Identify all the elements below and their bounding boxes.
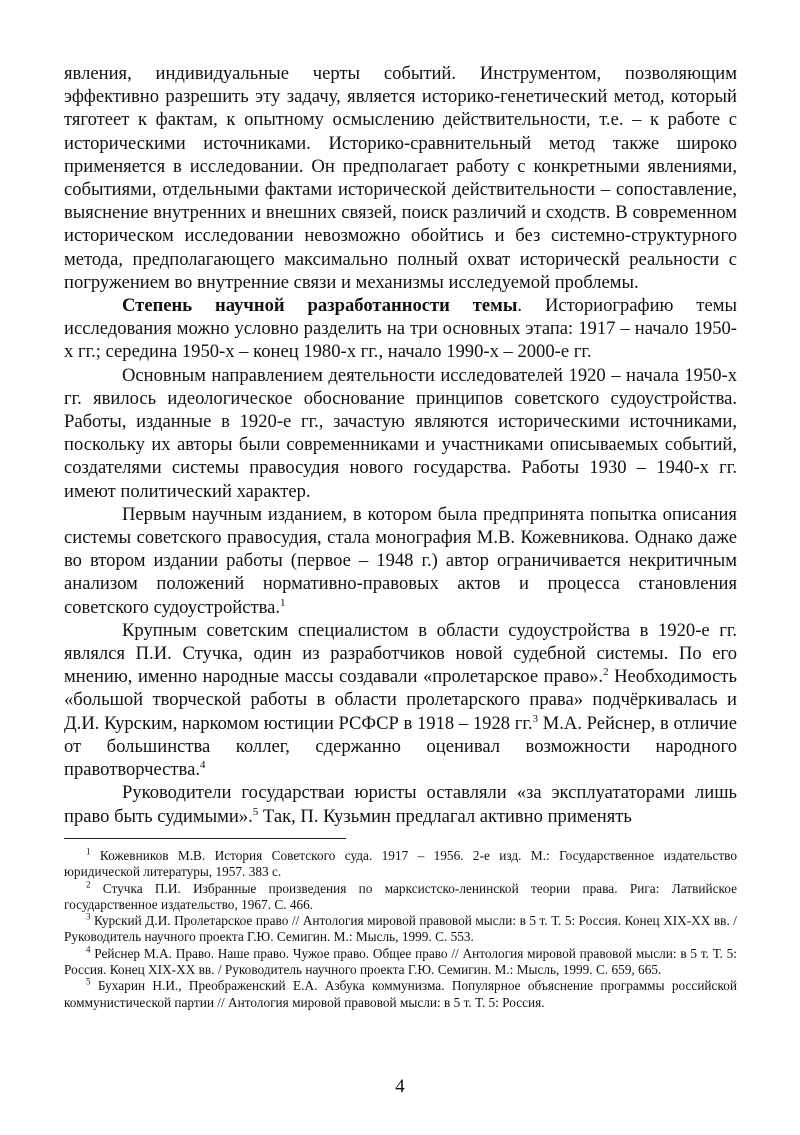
footnote-text: Рейснер М.А. Право. Наше право. Чужое право. Общее право // Антология мировой правовой мысли: в 5 т. Т. 5: Россия. Конец XIX-XX вв. / Руководитель научного проекта Г.Ю. Семигин. М.: Мысль, 1999. С. 659, 665.: [64, 945, 737, 978]
footnote-ref-3[interactable]: 3: [532, 712, 539, 725]
page-body: [64, 62, 737, 828]
footnote-5: [64, 978, 737, 1011]
footnote-separator: [64, 838, 346, 839]
paragraph-leaders: [64, 781, 737, 827]
footnote-ref-2[interactable]: 2: [603, 666, 609, 679]
footnote-number: 4: [86, 944, 91, 955]
footnote-text: Стучка П.И. Избранные произведения по марксистско-ленинской теории права. Рига: Латвийское государственное издательство, 1967. С. 466.: [64, 880, 737, 912]
footnote-number: 1: [86, 846, 91, 857]
footnote-4: [64, 946, 737, 979]
footnote-3: [64, 913, 737, 946]
paragraph-early-period: Основным направлением деятельности исследователей 1920 – начала 1950-х гг. явилось идеологическое обоснование принципов советского судоустройства. Работы, изданные в 1920-е гг., зачастую являются историческими источниками, поскольку их авторы были современниками и участниками описываемых событий, создателями системы правосудия нового государства. Работы 1930 – 1940-х гг. имеют политический характер.: [64, 364, 737, 502]
footnote-ref-4[interactable]: 4: [200, 758, 206, 771]
paragraph-methods: явления, индивидуальные черты событий. Инструментом, позволяющим эффективно разрешить эту задачу, является историко-генетический метод, который тяготеет к фактам, к опытному осмыслению действительности, т.е. – к работе с историческими источниками. Историко-сравнительный метод также широко применяется в исследовании. Он предполагает работу с конкретными явлениями, событиями, отдельными фактами исторической действительности – сопоставление, выяснение внутренних и внешних связей, поиск различий и сходств. В современном историческом исследовании невозможно обойтись и без системно-структурного метода, предполагающего максимально полный охват историческй реальности с погружением во внутренние связи и механизмы исследуемой проблемы.: [64, 63, 737, 293]
paragraph-leaders-text-a: Руководители государстваи юристы оставляли «за эксплуататорами лишь право быть судимыми».: [64, 782, 737, 827]
footnote-text: Кожевников М.В. История Советского суда. 1917 – 1956. 2-е изд. М.: Государственное издательство юридической литературы, 1957. 383 с.: [64, 848, 737, 880]
paragraph-historiography-text: . Историографию темы исследования можно условно разделить на три основных этапа: 1917 – начало 1950-х гг.; середина 1950-х – конец 1980-х гг., начало 1990-х – 2000-е гг.: [64, 295, 738, 363]
footnote-number: 3: [86, 911, 91, 922]
footnote-1: [64, 848, 737, 881]
paragraph-stuchka-text-a: Крупным советским специалистом в области судоустройства в 1920-е гг. являлся П.И. Стучка, один из разработчиков новой судебной системы. По его мнению, именно народные массы создавали «пролетарское право».: [64, 619, 737, 688]
footnote-2: [64, 881, 737, 914]
paragraph-stuchka: [64, 619, 737, 781]
page-number: 4: [395, 1076, 405, 1097]
footnote-text: Курский Д.И. Пролетарское право // Антология мировой правовой мысли: в 5 т. Т. 5: Россия. Конец XIX-XX вв. / Руководитель научного проекта Г.Ю. Семигин. М.: Мысль, 1999. С. 553.: [64, 913, 737, 945]
paragraph-kozhevnikov-text: Первым научным изданием, в котором была предпринята попытка описания системы советского правосудия, стала монография М.В. Кожевникова. Однако даже во втором издании работы (первое – 1948 г.) автор ограничивается некритичным анализом положений нормативно-правовых актов и процесса становления советского судоустройства.: [64, 503, 737, 618]
paragraph-leaders-text-b: Так, П. Кузьмин предлагал активно применять: [258, 805, 632, 827]
footnote-text: Бухарин Н.И., Преображенский Е.А. Азбука коммунизма. Популярное объяснение программы российской коммунистической партии // Антология мировой правовой мысли: в 5 т. Т. 5: Россия.: [64, 978, 737, 1010]
footnotes: [64, 848, 737, 1011]
footnote-number: 5: [86, 976, 91, 987]
footnote-ref-1[interactable]: 1: [280, 596, 286, 609]
paragraph-historiography: [64, 294, 737, 364]
section-heading-inline: Степень научной разработанности темы: [122, 295, 518, 317]
footnote-number: 2: [86, 879, 91, 890]
paragraph-kozhevnikov: [64, 503, 737, 619]
footnote-ref-5[interactable]: 5: [252, 805, 259, 818]
paragraph-stuchka-text-c: М.А. Рейснер, в отличие от большинства коллег, сдержанно оценивал возможности народного правотворчества.: [64, 712, 737, 781]
paragraph-stuchka-text-b: Необходимость «большой творческой работы в области пролетарского права» подчёркивалась и Д.И. Курским, наркомом юстиции РСФСР в 1918 – 1928 гг.: [64, 666, 737, 734]
